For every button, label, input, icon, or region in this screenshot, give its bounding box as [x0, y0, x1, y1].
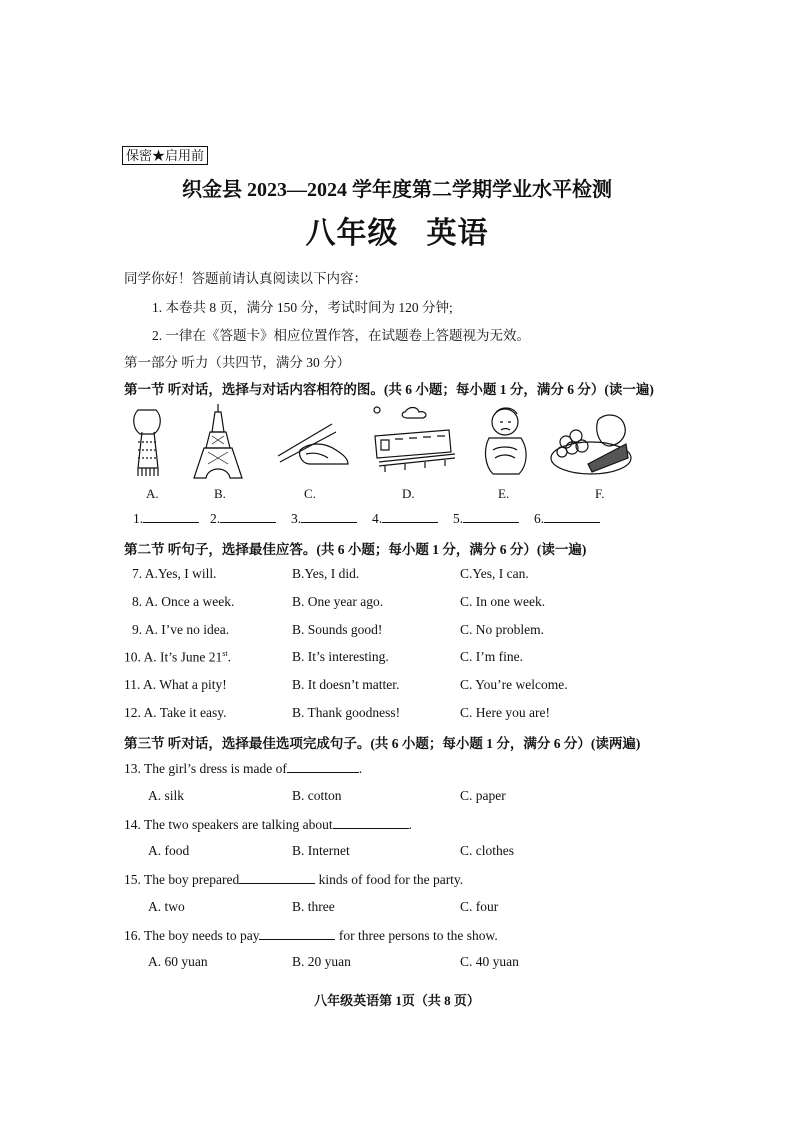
question-12-option-a: 12. A. Take it easy. [124, 705, 227, 720]
picture-label: E. [498, 486, 510, 501]
question-16-option-c: C. 40 yuan [460, 954, 519, 969]
stem-text: 15. The boy prepared [124, 872, 240, 887]
section3-heading: 第三节 听对话，选择最佳选项完成句子。(共 6 小题；每小题 1 分，满分 6 分）(读两遍) [124, 736, 641, 751]
blank-number: 2. [210, 511, 221, 526]
question-16-option-a: A. 60 yuan [148, 954, 208, 969]
grade-label: 八年级 [305, 217, 399, 250]
question-10-option-c: C. I’m fine. [460, 649, 523, 664]
answer-blank-4[interactable] [372, 510, 438, 527]
section1-heading: 第一节 听对话，选择与对话内容相符的图。(共 6 小题；每小题 1 分，满分 6 分）(读一遍) [124, 382, 654, 397]
question-15-stem [124, 871, 463, 888]
blank-number: 6. [534, 511, 545, 526]
stem-text: . [408, 817, 412, 832]
question-14-option-b: B. Internet [292, 843, 350, 858]
question-13-option-b: B. cotton [292, 788, 342, 803]
question-8-option-a: 8. A. Once a week. [132, 594, 235, 609]
question-9-option-b: B. Sounds good! [292, 622, 383, 637]
question-9-option-c: C. No problem. [460, 622, 544, 637]
confidential-stamp: 保密★启用前 [122, 146, 208, 165]
subject-label: 英语 [426, 217, 489, 250]
stem-text: 13. The girl’s dress is made of [124, 761, 287, 776]
question-7-option-c: C.Yes, I can. [460, 566, 529, 581]
option-text: 10. A. It’s June 21 [124, 649, 223, 665]
picture-label: B. [214, 486, 226, 501]
stem-text: 16. The boy needs to pay [124, 928, 260, 943]
blank-number: 1. [133, 511, 144, 526]
picture-label: D. [402, 486, 415, 501]
question-15-option-c: C. four [460, 899, 499, 914]
instructions-intro: 同学你好！答题前请认真阅读以下内容： [124, 271, 367, 286]
picture-label: F. [595, 486, 605, 501]
instruction-item: 2. 一律在《答题卡》相应位置作答，在试题卷上答题视为无效。 [152, 328, 530, 343]
blank-line [259, 927, 335, 940]
option-end: . [227, 649, 231, 665]
question-8-option-b: B. One year ago. [292, 594, 384, 609]
question-7-option-b: B.Yes, I did. [292, 566, 360, 581]
blank-line [463, 510, 519, 523]
blank-line [544, 510, 600, 523]
question-15-option-a: A. two [148, 899, 185, 914]
blank-line [143, 510, 199, 523]
stem-text: kinds of food for the party. [315, 872, 464, 887]
blank-line [287, 760, 359, 773]
stem-text: 14. The two speakers are talking about [124, 817, 333, 832]
question-8-option-c: C. In one week. [460, 594, 546, 609]
question-14-option-c: C. clothes [460, 843, 514, 858]
blank-line [382, 510, 438, 523]
question-11-option-c: C. You’re welcome. [460, 677, 568, 692]
question-10-option-a [124, 649, 231, 666]
question-16-stem [124, 927, 498, 944]
chopsticks-icon [270, 402, 350, 482]
answer-blank-2[interactable] [210, 510, 276, 527]
blank-number: 3. [291, 511, 302, 526]
question-13-option-a: A. silk [148, 788, 185, 803]
scarf-icon [124, 402, 174, 482]
picture-label: A. [146, 486, 159, 501]
question-10-option-b: B. It’s interesting. [292, 649, 389, 664]
question-7-option-a: 7. A.Yes, I will. [132, 566, 217, 581]
picture-label: C. [304, 486, 316, 501]
blank-number: 5. [453, 511, 464, 526]
sad-boy-icon [475, 402, 535, 482]
part1-heading: 第一部分 听力（共四节，满分 30 分） [124, 355, 351, 370]
question-9-option-a: 9. A. I’ve no idea. [132, 622, 230, 637]
answer-blank-5[interactable] [453, 510, 519, 527]
answer-blank-1[interactable] [133, 510, 199, 527]
question-15-option-b: B. three [292, 899, 335, 914]
question-14-stem [124, 816, 412, 833]
blank-number: 4. [372, 511, 383, 526]
exam-title: 织金县 2023—2024 学年度第二学期学业水平检测 [182, 179, 612, 201]
question-11-option-b: B. It doesn’t matter. [292, 677, 400, 692]
question-11-option-a: 11. A. What a pity! [124, 677, 227, 692]
eiffel-tower-icon [190, 402, 246, 482]
question-12-option-b: B. Thank goodness! [292, 705, 401, 720]
section2-heading: 第二节 听句子，选择最佳应答。(共 6 小题；每小题 1 分，满分 6 分）(读一遍) [124, 542, 587, 557]
exam-subtitle [0, 208, 794, 252]
blank-line [220, 510, 276, 523]
question-13-option-c: C. paper [460, 788, 506, 803]
stem-text: . [358, 761, 363, 776]
question-13-stem [124, 760, 362, 777]
blank-line [333, 816, 409, 829]
stem-text: for three persons to the show. [335, 928, 498, 943]
instruction-item: 1. 本卷共 8 页，满分 150 分，考试时间为 120 分钟; [152, 300, 453, 315]
blank-line [301, 510, 357, 523]
answer-blank-6[interactable] [534, 510, 600, 527]
answer-blank-3[interactable] [291, 510, 357, 527]
ordinal-suffix: st [222, 649, 228, 658]
question-12-option-c: C. Here you are! [460, 705, 550, 720]
blank-line [239, 871, 315, 884]
question-14-option-a: A. food [148, 843, 190, 858]
train-icon [365, 402, 460, 482]
fruit-plate-icon [548, 402, 634, 482]
page-footer: 八年级英语第 1页（共 8 页） [314, 993, 480, 1008]
question-16-option-b: B. 20 yuan [292, 954, 351, 969]
